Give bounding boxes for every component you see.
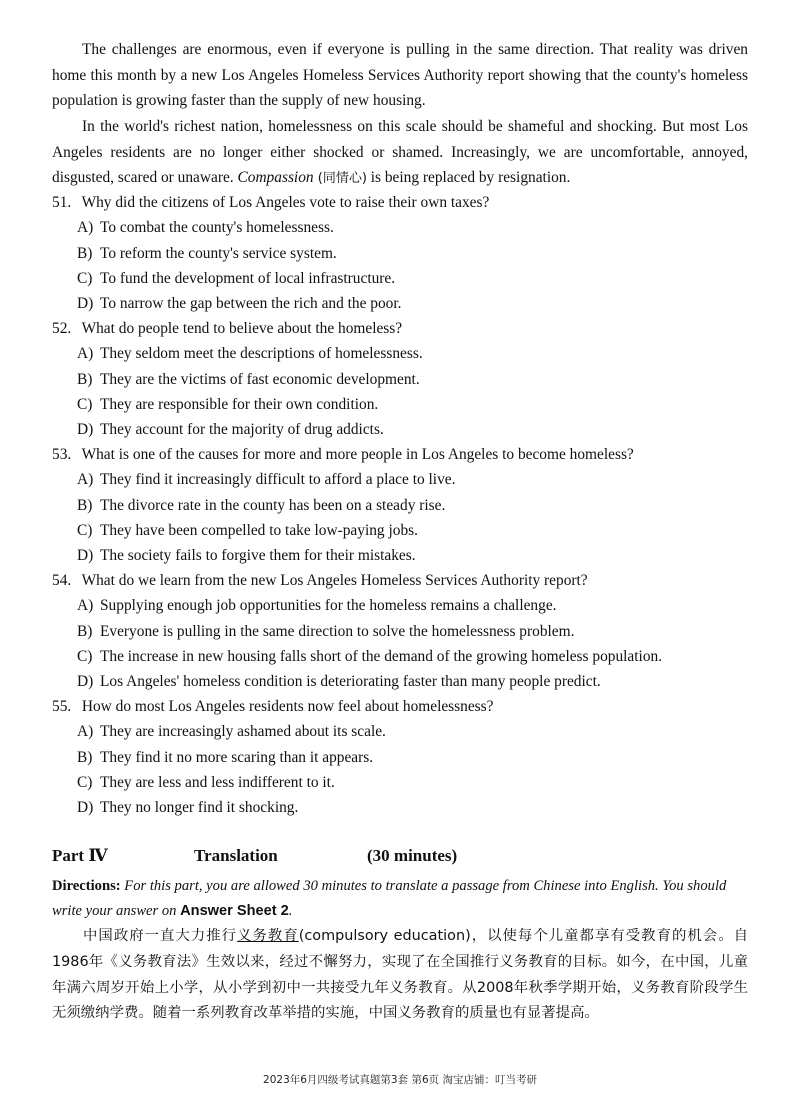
part-heading xyxy=(52,846,752,870)
option-c: C) They are responsible for their own condition. xyxy=(77,395,379,413)
option-c: C) They have been compelled to take low-paying jobs. xyxy=(77,521,418,539)
section-title: Translation xyxy=(194,846,278,865)
option-c: C) To fund the development of local infrastructure. xyxy=(77,269,396,287)
option-d: D) They no longer find it shocking. xyxy=(77,799,299,817)
option-a: A) They seldom meet the descriptions of homelessness. xyxy=(77,345,423,363)
option-c: C) The increase in new housing falls short of the demand of the growing homeless population. xyxy=(77,647,663,665)
option-b: B) Everyone is pulling in the same direction to solve the homelessness problem. xyxy=(77,622,575,640)
question-stem: 55. How do most Los Angeles residents now feel about homelessness? xyxy=(52,698,494,715)
passage-paragraph-1: The challenges are enormous, even if everyone is pulling in the same direction. That reality was driven home this month by a new Los Angeles Homeless Services Authority report showing that the county's homeless population is growing faster than the supply of new housing. xyxy=(52,41,748,109)
option-d: D) Los Angeles' homeless condition is deteriorating faster than many people predict. xyxy=(77,673,601,691)
question-stem: 53. What is one of the causes for more and more people in Los Angeles to become homeless? xyxy=(52,446,634,463)
option-b: B) To reform the county's service system. xyxy=(77,244,337,262)
directions: Directions: For this part, you are allowed 30 minutes to translate a passage from Chinese into English. You should write your answer on Answer Sheet 2. xyxy=(52,878,727,919)
option-a: A) Supplying enough job opportunities for the homeless remains a challenge. xyxy=(77,597,557,615)
section-time: (30 minutes) xyxy=(367,846,458,865)
option-d: D) The society fails to forgive them for their mistakes. xyxy=(77,547,416,565)
question-stem: 54. What do we learn from the new Los Angeles Homeless Services Authority report? xyxy=(52,572,588,589)
question-55 xyxy=(52,694,752,820)
option-d: D) They account for the majority of drug addicts. xyxy=(77,421,384,439)
question-51 xyxy=(52,190,752,316)
question-54 xyxy=(52,568,752,694)
part-label: Part Ⅳ xyxy=(52,846,108,865)
question-53 xyxy=(52,442,752,568)
passage-paragraph-2: In the world's richest nation, homelessness on this scale should be shameful and shocking. But most Los Angeles residents are no longer either shocked or shamed. Increasingly, we are uncomfortable, annoyed, disgusted, scared or unaware. Compassion (同情心) is being replaced by resignation. xyxy=(52,118,748,186)
option-a: A) To combat the county's homelessness. xyxy=(77,219,334,237)
option-c: C) They are less and less indifferent to it. xyxy=(77,773,335,791)
page-footer: 2023年6月四级考试真题第3套 第6页 淘宝店铺：叮当考研 xyxy=(263,1074,537,1086)
option-a: A) They are increasingly ashamed about its scale. xyxy=(77,723,386,741)
option-b: B) They find it no more scaring than it appears. xyxy=(77,748,374,766)
underlined-term: 义务教育 xyxy=(237,928,299,944)
question-52 xyxy=(52,316,752,442)
option-b: B) The divorce rate in the county has been on a steady rise. xyxy=(77,496,446,514)
translation-passage: 中国政府一直大力推行义务教育(compulsory education)，以使每个儿童都享有受教育的机会。自1986年《义务教育法》生效以来，经过不懈努力，实现了在全国推行义务教育的目标。如今，在中国，儿童年满六周岁开始上小学，从小学到初中一共接受九年义务教育。从2008年秋季学期开始，义务教育阶段学生无须缴纳学费。随着一系列教育改革举措的实施，中国义务教育的质量也有显著提高。 xyxy=(52,928,748,1022)
option-b: B) They are the victims of fast economic development. xyxy=(77,370,420,388)
option-d: D) To narrow the gap between the rich and the poor. xyxy=(77,295,402,313)
question-stem: 52. What do people tend to believe about the homeless? xyxy=(52,320,403,337)
option-a: A) They find it increasingly difficult to afford a place to live. xyxy=(77,471,456,489)
answer-sheet-label: Answer Sheet 2 xyxy=(180,903,289,919)
question-stem: 51. Why did the citizens of Los Angeles vote to raise their own taxes? xyxy=(52,194,490,211)
